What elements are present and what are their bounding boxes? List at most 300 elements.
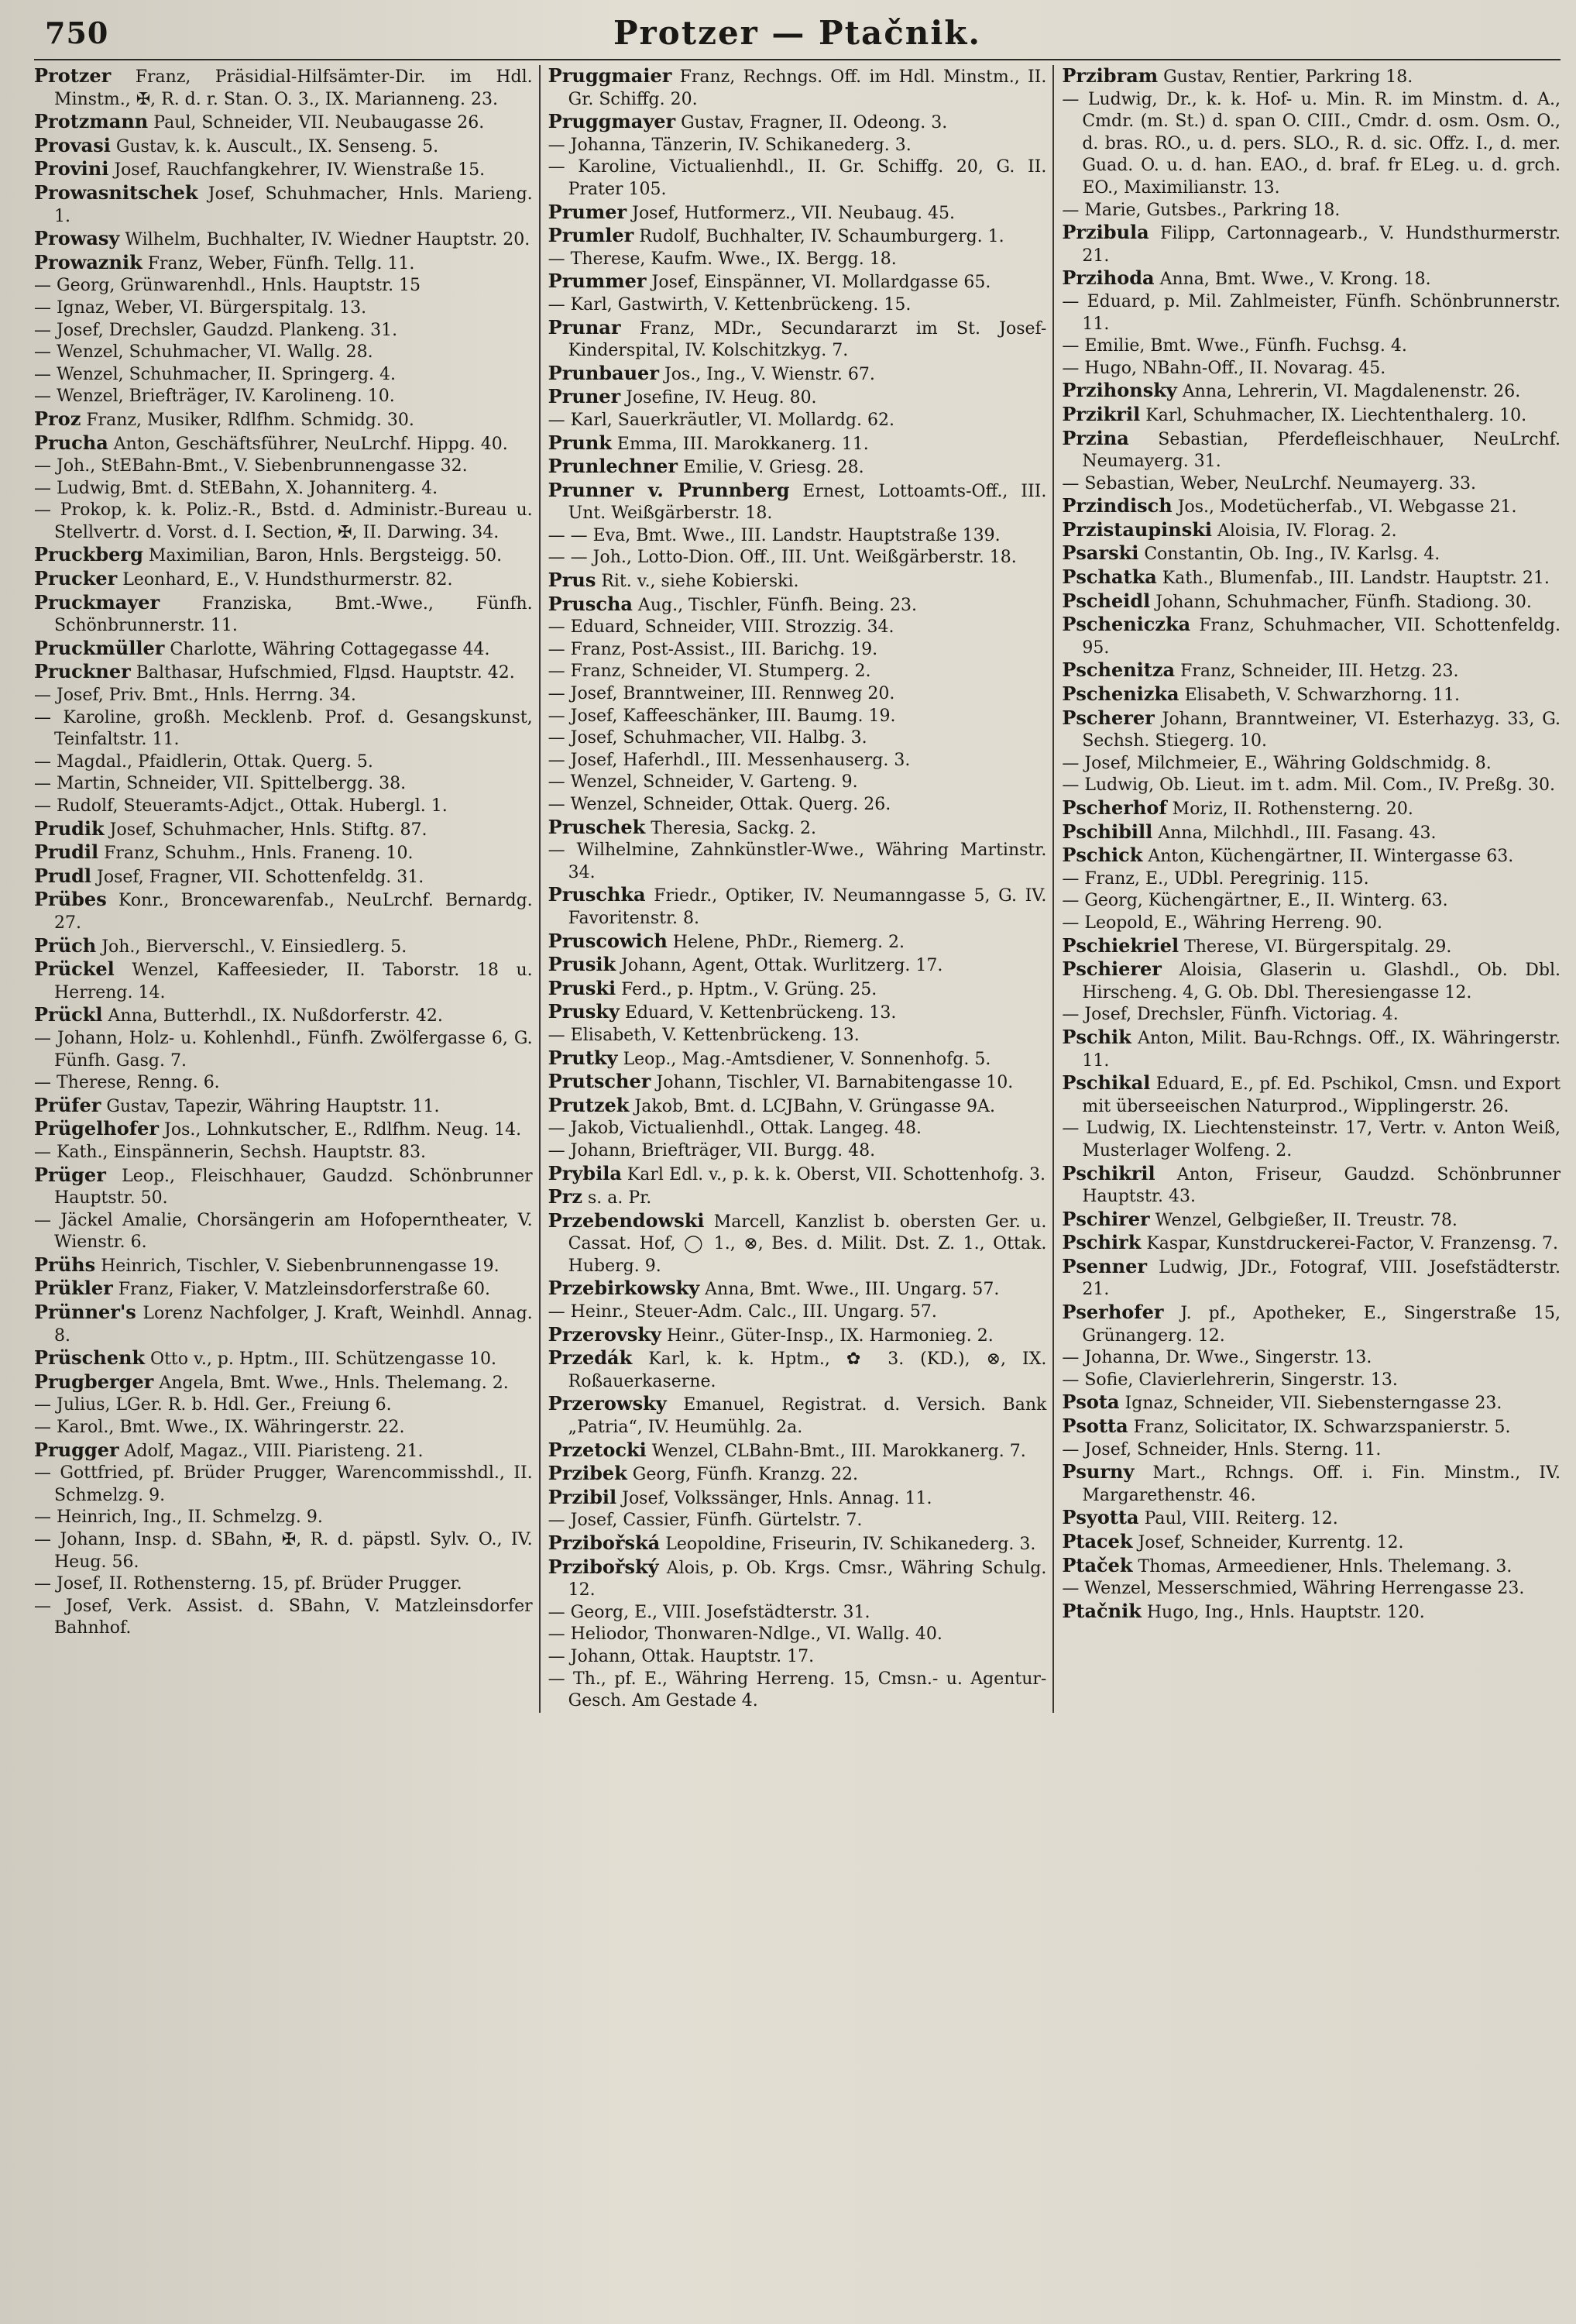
directory-entry xyxy=(34,297,533,320)
directory-entry xyxy=(1062,335,1561,358)
entry-name: Prüch xyxy=(34,933,97,957)
directory-entry xyxy=(548,794,1047,816)
directory-entry xyxy=(34,364,533,387)
directory-entry xyxy=(548,1487,1047,1511)
directory-entry xyxy=(34,1371,533,1395)
entry-name: Pruner xyxy=(548,385,621,408)
entry-text: E., VIII. Josefstädterstr. 31. xyxy=(629,1602,870,1622)
directory-entry xyxy=(548,410,1047,432)
directory-entry xyxy=(548,750,1047,772)
entry-name: Pscheniczka xyxy=(1062,613,1191,636)
entry-name: — Karl, xyxy=(548,410,613,430)
entry-text: Renng. 6. xyxy=(131,1073,220,1093)
entry-name: — Therese, xyxy=(548,249,646,269)
entry-text: Jos., Modetücherfab., VI. Webgasse 21. xyxy=(1172,497,1517,517)
directory-entry xyxy=(548,1602,1047,1624)
directory-entry xyxy=(34,182,533,228)
entry-text: Ottak. Hauptstr. 17. xyxy=(636,1646,815,1666)
entry-text: Aloisia, Glaserin u. Glashdl., Ob. Dbl. Hirscheng. 4, G. Ob. Dbl. Theresiengasse 12. xyxy=(1082,961,1561,1002)
directory-entry xyxy=(548,135,1047,157)
directory-entry xyxy=(34,865,533,889)
entry-text: Josef, Schuhmacher, Hnls. Marieng. 1. xyxy=(54,184,533,226)
directory-entry xyxy=(548,456,1047,480)
directory-entry xyxy=(34,751,533,774)
entry-text: Schuhmacher, VII. Halbg. 3. xyxy=(617,728,867,748)
directory-entry xyxy=(548,954,1047,978)
entry-text: Ernest, Lottoamts-Off., III. Unt. Weißgärberstr. 18. xyxy=(568,481,1047,524)
entry-name: — Josef, xyxy=(1062,753,1132,773)
entry-name: Prowasnitschek xyxy=(34,180,198,204)
entry-name: Przebirkowsky xyxy=(548,1277,700,1300)
entry-name: — Jäckel xyxy=(34,1210,113,1230)
entry-name: Prükler xyxy=(34,1277,113,1300)
entry-text: Ignaz, Schneider, VII. Siebensterngasse 23. xyxy=(1119,1394,1502,1414)
entry-name: — Heinr., xyxy=(548,1302,630,1322)
directory-entry xyxy=(34,1004,533,1028)
entry-name: Prz xyxy=(548,1185,582,1208)
directory-entry xyxy=(548,480,1047,525)
entry-text: Georg, Fünfh. Kranzg. 22. xyxy=(627,1465,858,1485)
directory-entry xyxy=(34,135,533,159)
directory-entry xyxy=(34,1573,533,1596)
entry-name: Pruckmüller xyxy=(34,636,165,659)
entry-name: Pschirer xyxy=(1062,1207,1150,1230)
directory-entry xyxy=(34,500,533,544)
entry-text: Josef, Schuhmacher, Hnls. Stiftg. 87. xyxy=(104,820,427,840)
entry-name: — Josef, xyxy=(548,1511,618,1531)
entry-name: — Sebastian, xyxy=(1062,473,1176,493)
entry-name: Pschierer xyxy=(1062,957,1162,981)
directory-entry xyxy=(34,1210,533,1254)
directory-entry xyxy=(34,456,533,478)
directory-entry xyxy=(34,935,533,959)
entry-name: Przihoda xyxy=(1062,266,1155,290)
entry-text: J. pf., Apotheker, E., Singerstraße 15, Grünangerg. 12. xyxy=(1082,1304,1561,1346)
directory-entry xyxy=(548,978,1047,1002)
directory-entry xyxy=(34,796,533,818)
directory-entry xyxy=(1062,1555,1561,1579)
entry-name: — Josef, xyxy=(34,686,104,706)
entry-text: Franz, Weber, Fünfh. Tellg. 11. xyxy=(142,253,415,273)
entry-text: Insp. d. SBahn, ✠, R. d. päpstl. Sylv. O., IV. Heug. 56. xyxy=(54,1530,533,1572)
directory-entry xyxy=(1062,1578,1561,1600)
entry-name: Psarski xyxy=(1062,541,1139,565)
directory-entry xyxy=(548,1624,1047,1646)
entry-text: Filipp, Cartonnagearb., V. Hundsthurmerstr. 21. xyxy=(1082,224,1561,266)
directory-entry xyxy=(1062,1026,1561,1072)
directory-entry xyxy=(548,1556,1047,1602)
directory-entry xyxy=(34,275,533,297)
directory-entry xyxy=(548,294,1047,317)
entry-text: Gustav, Rentier, Parkring 18. xyxy=(1158,67,1413,87)
entry-text: Schneider, Ottak. Querg. 26. xyxy=(637,795,891,814)
directory-entry xyxy=(548,840,1047,884)
entry-text: Branntweiner, III. Rennweg 20. xyxy=(617,684,895,704)
entry-text: Bmt. Wwe., Fünfh. Fuchsg. 4. xyxy=(1145,336,1407,356)
entry-name: — Josef, xyxy=(548,706,618,726)
entry-text: Anna, Milchhdl., III. Fasang. 43. xyxy=(1152,823,1437,843)
directory-entry xyxy=(1062,683,1561,707)
directory-entry xyxy=(34,773,533,796)
directory-entry xyxy=(1062,890,1561,913)
directory-entry xyxy=(1062,614,1561,659)
entry-name: Przerovsky xyxy=(548,1322,661,1346)
entry-text: pf. Brüder Prugger, Warencommisshdl., II. Schmelzg. 9. xyxy=(54,1463,533,1505)
directory-entry xyxy=(1062,222,1561,267)
entry-text: Grünwarenhdl., Hnls. Hauptstr. 15 xyxy=(115,276,421,296)
directory-entry xyxy=(1062,1439,1561,1462)
entry-name: — Ludwig, xyxy=(1062,1119,1156,1139)
entry-name: — Jakob, xyxy=(548,1119,625,1139)
entry-text: Konr., Broncewarenfab., NeuLrchf. Bernardg. 27. xyxy=(54,891,533,933)
entry-name: Pschick xyxy=(1062,844,1143,867)
entry-text: Leop., Mag.-Amtsdiener, V. Sonnenhofg. 5. xyxy=(617,1049,991,1069)
entry-text: Weber, NeuLrchf. Neumayerg. 33. xyxy=(1175,473,1476,493)
entry-text: Wenzel, Kaffeesieder, II. Taborstr. 18 u. Herreng. 14. xyxy=(54,961,533,1002)
directory-entry xyxy=(34,158,533,182)
entry-name: — Wenzel, xyxy=(34,364,124,384)
entry-text: Ludwig, JDr., Fotograf, VIII. Josefstädterstr. 21. xyxy=(1082,1257,1561,1300)
directory-entry xyxy=(548,1186,1047,1210)
entry-text: Lotto-Dion. Off., III. Unt. Weißgärberstr. 18. xyxy=(631,548,1017,568)
directory-entry xyxy=(548,661,1047,683)
directory-entry xyxy=(548,1095,1047,1119)
entry-name: — — Eva, xyxy=(548,525,631,545)
entry-text: V. Kettenbrückeng. 13. xyxy=(657,1025,860,1045)
entry-name: — Franz, xyxy=(548,639,627,659)
entry-name: Przibil xyxy=(548,1485,617,1508)
entry-name: Prutscher xyxy=(548,1070,651,1093)
directory-entry xyxy=(1062,935,1561,959)
entry-text: Ferd., p. Hptm., V. Grüng. 25. xyxy=(616,979,877,999)
directory-entry xyxy=(1062,404,1561,428)
entry-name: Prumler xyxy=(548,224,634,247)
entry-name: — Josef, xyxy=(548,728,618,748)
entry-text: Johann, Branntweiner, VI. Esterhazyg. 33, G. Sechsh. Stiegerg. 10. xyxy=(1082,709,1561,751)
entry-name: Prünner's xyxy=(34,1301,136,1324)
entry-text: Kath., Blumenfab., III. Landstr. Hauptstr. 21. xyxy=(1156,569,1550,589)
entry-name: — Georg, xyxy=(548,1602,630,1622)
directory-entry xyxy=(548,1324,1047,1348)
directory-entry xyxy=(34,1072,533,1095)
entry-text: Marcell, Kanzlist b. obersten Ger. u. Cassat. Hof, ◯ 1., ⊗, Bes. d. Milit. Dst. Z. 1., Ottak. Huberg. 9. xyxy=(568,1212,1047,1276)
directory-entry xyxy=(548,1001,1047,1025)
entry-text: Schneider, Hnls. Sterng. 11. xyxy=(1131,1439,1382,1459)
entry-text: Schuhmacher, VI. Wallg. 28. xyxy=(123,342,373,363)
entry-text: großh. Mecklenb. Prof. d. Gesangskunst, Teinfaltstr. 11. xyxy=(54,707,533,750)
entry-text: Karl Edl. v., p. k. k. Oberst, VII. Schottenhofg. 3. xyxy=(621,1164,1046,1184)
entry-name: — Karoline, xyxy=(548,157,657,177)
entry-name: Przistaupinski xyxy=(1062,517,1212,541)
entry-name: — Josef, xyxy=(34,1574,104,1594)
entry-text: Emma, III. Marokkanerg. 11. xyxy=(611,434,869,454)
entry-text: Haferhdl., III. Messenhauserg. 3. xyxy=(617,750,911,770)
directory-entry xyxy=(1062,200,1561,222)
directory-entry xyxy=(1062,958,1561,1004)
directory-entry xyxy=(34,1277,533,1301)
entry-name: Pschenizka xyxy=(1062,682,1179,706)
entry-text: Alois, p. Ob. Krgs. Cmsr., Währing Schulg. 12. xyxy=(568,1558,1047,1600)
entry-name: — Johann, xyxy=(548,1140,637,1160)
directory-entry xyxy=(548,201,1047,225)
entry-text: Wenzel, Gelbgießer, II. Treustr. 78. xyxy=(1149,1210,1458,1230)
entry-name: — Georg, xyxy=(1062,891,1143,911)
directory-entry xyxy=(34,432,533,456)
entry-name: Pserhofer xyxy=(1062,1301,1164,1324)
directory-entry xyxy=(1062,1347,1561,1370)
entry-name: Pschatka xyxy=(1062,566,1157,589)
entry-name: Przebendowski xyxy=(548,1208,705,1232)
directory-entry xyxy=(1062,1118,1561,1162)
directory-entry xyxy=(34,1142,533,1164)
entry-text: Aloisia, IV. Florag. 2. xyxy=(1211,521,1397,541)
entry-name: — Karol., xyxy=(34,1418,115,1438)
entry-text: Anna, Lehrerin, VI. Magdalenenstr. 26. xyxy=(1176,382,1521,402)
entry-text: Dr., k. k. Hof- u. Min. R. im Minstm. d. A., Cmdr. (m. St.) d. span O. CIII., Cmdr. d. osm. Osm. O., d. bras. RO., u. d. pers. SLO., R. d. sic. Offz. I., d. mer. Guad. O. u. d. han. EAO., d. braf. fr ELeg. u. d. grch. EO., Maximilianstr. 13. xyxy=(1082,89,1561,198)
entry-text: E., Währing Herreng. 90. xyxy=(1159,913,1382,933)
entry-text: Bmt. d. StEBahn, X. Johanniterg. 4. xyxy=(125,478,438,498)
directory-entry xyxy=(34,685,533,707)
entry-text: Paul, VIII. Reiterg. 12. xyxy=(1138,1509,1338,1529)
entry-name: Przibořská xyxy=(548,1532,661,1554)
directory-entry xyxy=(1062,1163,1561,1208)
directory-entry xyxy=(1062,291,1561,335)
directory-entry xyxy=(34,1439,533,1463)
entry-name: Przerowsky xyxy=(548,1392,667,1415)
entry-name: — Th., xyxy=(548,1669,606,1689)
entry-name: Pscherhof xyxy=(1062,796,1167,819)
entry-name: Prühs xyxy=(34,1253,96,1276)
entry-text: Weber, VI. Bürgerspitalg. 13. xyxy=(109,297,367,318)
directory-entry xyxy=(548,617,1047,639)
directory-entry xyxy=(548,1277,1047,1301)
entry-text: Küchengärtner, E., II. Winterg. 63. xyxy=(1142,891,1448,911)
entry-text: Schneider, V. Garteng. 9. xyxy=(637,772,858,792)
entry-text: Franz, Fiaker, V. Matzleinsdorferstraße 60. xyxy=(112,1280,490,1300)
directory-entry xyxy=(1062,821,1561,845)
directory-entry xyxy=(34,408,533,432)
directory-entry xyxy=(34,1095,533,1119)
directory-entry xyxy=(34,818,533,842)
entry-name: — Wenzel, xyxy=(548,795,638,814)
entry-text: Friedr., Optiker, IV. Neumanngasse 5, G. IV. Favoritenstr. 8. xyxy=(568,886,1047,928)
entry-text: Anton, Küchengärtner, II. Wintergasse 63. xyxy=(1142,847,1514,867)
directory-entry xyxy=(34,1417,533,1439)
directory-entry xyxy=(548,1025,1047,1047)
entry-text: pf. E., Währing Herreng. 15, Cmsn.- u. Agentur-Gesch. Am Gestade 4. xyxy=(568,1669,1047,1711)
entry-text: Jos., Lohnkutscher, E., Rdlfhm. Neug. 14. xyxy=(159,1120,522,1140)
entry-name: Prowaznik xyxy=(34,250,142,273)
directory-entry xyxy=(34,65,533,111)
entry-name: — Johanna, xyxy=(548,135,647,155)
entry-text: Schuhmacher, II. Springerg. 4. xyxy=(123,364,397,384)
entry-name: — Franz, xyxy=(1062,868,1140,889)
entry-name: Prucha xyxy=(34,431,108,454)
directory-entry xyxy=(548,386,1047,410)
entry-name: Pschenitza xyxy=(1062,658,1176,682)
entry-name: Prückl xyxy=(34,1003,103,1026)
entry-name: Psota xyxy=(1062,1391,1120,1414)
directory-entry xyxy=(548,1510,1047,1532)
entry-text: Emanuel, Registrat. d. Versich. Bank „Patria“, IV. Heumühlg. 2a. xyxy=(568,1395,1047,1438)
directory-entry xyxy=(548,1047,1047,1071)
directory-entry xyxy=(34,342,533,364)
directory-entry xyxy=(548,111,1047,135)
entry-name: Ptaček xyxy=(1062,1553,1133,1576)
entry-text: p. Mil. Zahlmeister, Fünfh. Schönbrunnerstr. 11. xyxy=(1082,291,1561,334)
entry-text: Josef, Schneider, Kurrentg. 12. xyxy=(1132,1533,1404,1552)
entry-name: Provasi xyxy=(34,133,111,156)
directory-entry xyxy=(34,592,533,638)
directory-entry xyxy=(1062,1461,1561,1507)
entry-name: Prügelhofer xyxy=(34,1117,160,1140)
entry-text: Tänzerin, IV. Schikanederg. 3. xyxy=(646,135,912,155)
directory-entry xyxy=(34,1463,533,1507)
directory-entry xyxy=(34,252,533,276)
entry-text: Josef, Rauchfangkehrer, IV. Wienstraße 15. xyxy=(108,160,486,180)
entry-text: Kaufm. Wwe., IX. Bergg. 18. xyxy=(645,249,897,269)
entry-text: Jakob, Bmt. d. LCJBahn, V. Grüngasse 9A. xyxy=(629,1096,995,1116)
directory-entry xyxy=(548,727,1047,750)
entry-name: — Joh., xyxy=(34,456,96,476)
directory-entry xyxy=(1062,707,1561,753)
entry-name: Prunlechner xyxy=(548,455,678,478)
entry-text: NBahn-Off., II. Novarag. 45. xyxy=(1137,358,1386,378)
entry-text: Zahnkünstler-Wwe., Währing Martinstr. 34. xyxy=(568,841,1047,882)
entry-name: Pschiekriel xyxy=(1062,933,1179,957)
directory-entry xyxy=(34,544,533,568)
entry-text: Bmt. Wwe., III. Landstr. Hauptstraße 139. xyxy=(630,525,1001,545)
entry-text: Messerschmied, Währing Herrengasse 23. xyxy=(1151,1579,1525,1599)
entry-text: Helene, PhDr., Riemerg. 2. xyxy=(667,932,905,952)
directory-entry xyxy=(1062,1072,1561,1118)
entry-text: II. Rothensterng. 15, pf. Brüder Prugger. xyxy=(103,1574,462,1594)
entry-text: Franz, MDr., Secundararzt im St. Josef-Kinderspital, IV. Kolschitzkyg. 7. xyxy=(568,318,1047,361)
directory-entry xyxy=(34,638,533,662)
entry-text: StEBahn-Bmt., V. Siebenbrunnengasse 32. xyxy=(95,456,468,476)
entry-name: — Prokop, xyxy=(34,500,128,521)
directory-entry xyxy=(1062,797,1561,821)
directory-entry xyxy=(1062,267,1561,291)
entry-name: — Heinrich, xyxy=(34,1508,138,1528)
directory-entry xyxy=(34,1301,533,1347)
entry-text: Hugo, Ing., Hnls. Hauptstr. 120. xyxy=(1141,1602,1425,1622)
entry-text: Steueramts-Adjct., Ottak. Hubergl. 1. xyxy=(118,796,448,816)
entry-name: Przihonsky xyxy=(1062,379,1177,402)
entry-name: — Johanna, xyxy=(1062,1348,1161,1368)
entry-text: Karl, Schuhmacher, IX. Liechtenthalerg. 10. xyxy=(1140,405,1527,425)
entry-text: Schneider, VI. Stumperg. 2. xyxy=(626,662,871,682)
directory-entry xyxy=(548,930,1047,954)
entry-text: Sebastian, Pferdefleischhauer, NeuLrchf. Neumayerg. 31. xyxy=(1082,429,1561,472)
directory-entry xyxy=(548,639,1047,662)
entry-name: — Wenzel, xyxy=(34,342,124,363)
entry-name: — Ludwig, xyxy=(1062,89,1158,109)
directory-entry xyxy=(34,1507,533,1529)
directory-entry xyxy=(548,1071,1047,1095)
columns xyxy=(34,65,1561,1713)
directory-entry xyxy=(34,841,533,865)
page-number: 750 xyxy=(45,15,109,50)
entry-text: Adolf, Magaz., VIII. Piaristeng. 21. xyxy=(118,1441,424,1461)
entry-name: — Johann, xyxy=(34,1530,126,1549)
entry-text: Karl, k. k. Hptm., ✿ 3. (KD.), ⊗, IX. Roßauerkaserne. xyxy=(568,1349,1047,1391)
entry-name: — Martin, xyxy=(34,774,122,794)
entry-name: Pschik xyxy=(1062,1025,1131,1048)
entry-text: Maximilian, Baron, Hnls. Bergsteigg. 50. xyxy=(142,546,503,566)
entry-name: Przibek xyxy=(548,1462,627,1485)
directory-entry xyxy=(1062,473,1561,496)
directory-entry xyxy=(1062,1208,1561,1232)
entry-name: Pruckberg xyxy=(34,543,143,566)
directory-entry xyxy=(1062,1232,1561,1256)
entry-name: — Ludwig, xyxy=(34,478,126,498)
directory-entry xyxy=(548,569,1047,593)
entry-name: Pscherer xyxy=(1062,706,1155,729)
directory-entry xyxy=(548,706,1047,728)
directory-entry xyxy=(548,1118,1047,1140)
entry-text: Otto v., p. Hptm., III. Schützengasse 10. xyxy=(145,1349,497,1370)
directory-entry xyxy=(548,1439,1047,1463)
entry-text: Anna, Bmt. Wwe., III. Ungarg. 57. xyxy=(699,1280,1000,1300)
column-2 xyxy=(548,65,1055,1713)
entry-text: Franz, Solicitator, IX. Schwarzspanierstr. 5. xyxy=(1128,1418,1511,1438)
entry-text: Mart., Rchngs. Off. i. Fin. Minstm., IV. Margarethenstr. 46. xyxy=(1082,1463,1561,1505)
entry-text: k. k. Poliz.-R., Bstd. d. Administr.-Bureau u. Stellvertr. d. Vorst. d. I. Section, ✠, II. Darwing. 34. xyxy=(54,500,533,542)
entry-text: Steuer-Adm. Calc., III. Ungarg. 57. xyxy=(629,1302,937,1322)
directory-entry xyxy=(1062,1531,1561,1555)
entry-text: Dr. Wwe., Singerstr. 13. xyxy=(1160,1348,1372,1368)
entry-name: — Magdal., xyxy=(34,751,132,772)
directory-entry xyxy=(1062,358,1561,380)
entry-name: Ptačnik xyxy=(1062,1599,1142,1622)
directory-entry xyxy=(548,593,1047,617)
entry-text: Pfaidlerin, Ottak. Querg. 5. xyxy=(132,751,373,772)
entry-name: Prummer xyxy=(548,270,647,293)
entry-text: Rudolf, Buchhalter, IV. Schaumburgerg. 1. xyxy=(633,227,1004,247)
directory-entry xyxy=(548,1301,1047,1324)
entry-name: Psyotta xyxy=(1062,1506,1139,1529)
entry-name: Prowasy xyxy=(34,227,120,250)
entry-name: — Johann, xyxy=(34,1028,123,1048)
entry-name: Prutky xyxy=(548,1046,618,1069)
entry-text: Franziska, Bmt.-Wwe., Fünfh. Schönbrunnerstr. 11. xyxy=(54,593,533,636)
directory-entry xyxy=(34,1596,533,1640)
directory-entry xyxy=(548,1163,1047,1187)
entry-name: Pruggmayer xyxy=(548,110,676,133)
directory-entry xyxy=(1062,1507,1561,1531)
entry-name: — Josef, xyxy=(548,750,618,770)
entry-name: Prunner v. Prunnberg xyxy=(548,478,790,501)
entry-name: — Emilie, xyxy=(1062,336,1145,356)
directory-entry xyxy=(34,1118,533,1142)
entry-name: Przibram xyxy=(1062,64,1159,87)
entry-name: — Leopold, xyxy=(1062,913,1159,933)
directory-entry xyxy=(1062,659,1561,683)
entry-text: Gustav, Tapezir, Währing Hauptstr. 11. xyxy=(101,1096,440,1116)
directory-entry xyxy=(548,363,1047,387)
directory-entry xyxy=(548,683,1047,706)
entry-text: Moriz, II. Rothensterng. 20. xyxy=(1166,799,1413,819)
directory-entry xyxy=(1062,775,1561,797)
directory-entry xyxy=(548,1393,1047,1439)
entry-name: Prugberger xyxy=(34,1370,154,1393)
entry-text: Theresia, Sackg. 2. xyxy=(645,818,817,838)
entry-name: Pschikril xyxy=(1062,1161,1155,1184)
entry-text: Heinr., Güter-Insp., IX. Harmonieg. 2. xyxy=(661,1325,994,1346)
entry-name: Psurny xyxy=(1062,1460,1135,1483)
directory-entry xyxy=(548,1532,1047,1556)
